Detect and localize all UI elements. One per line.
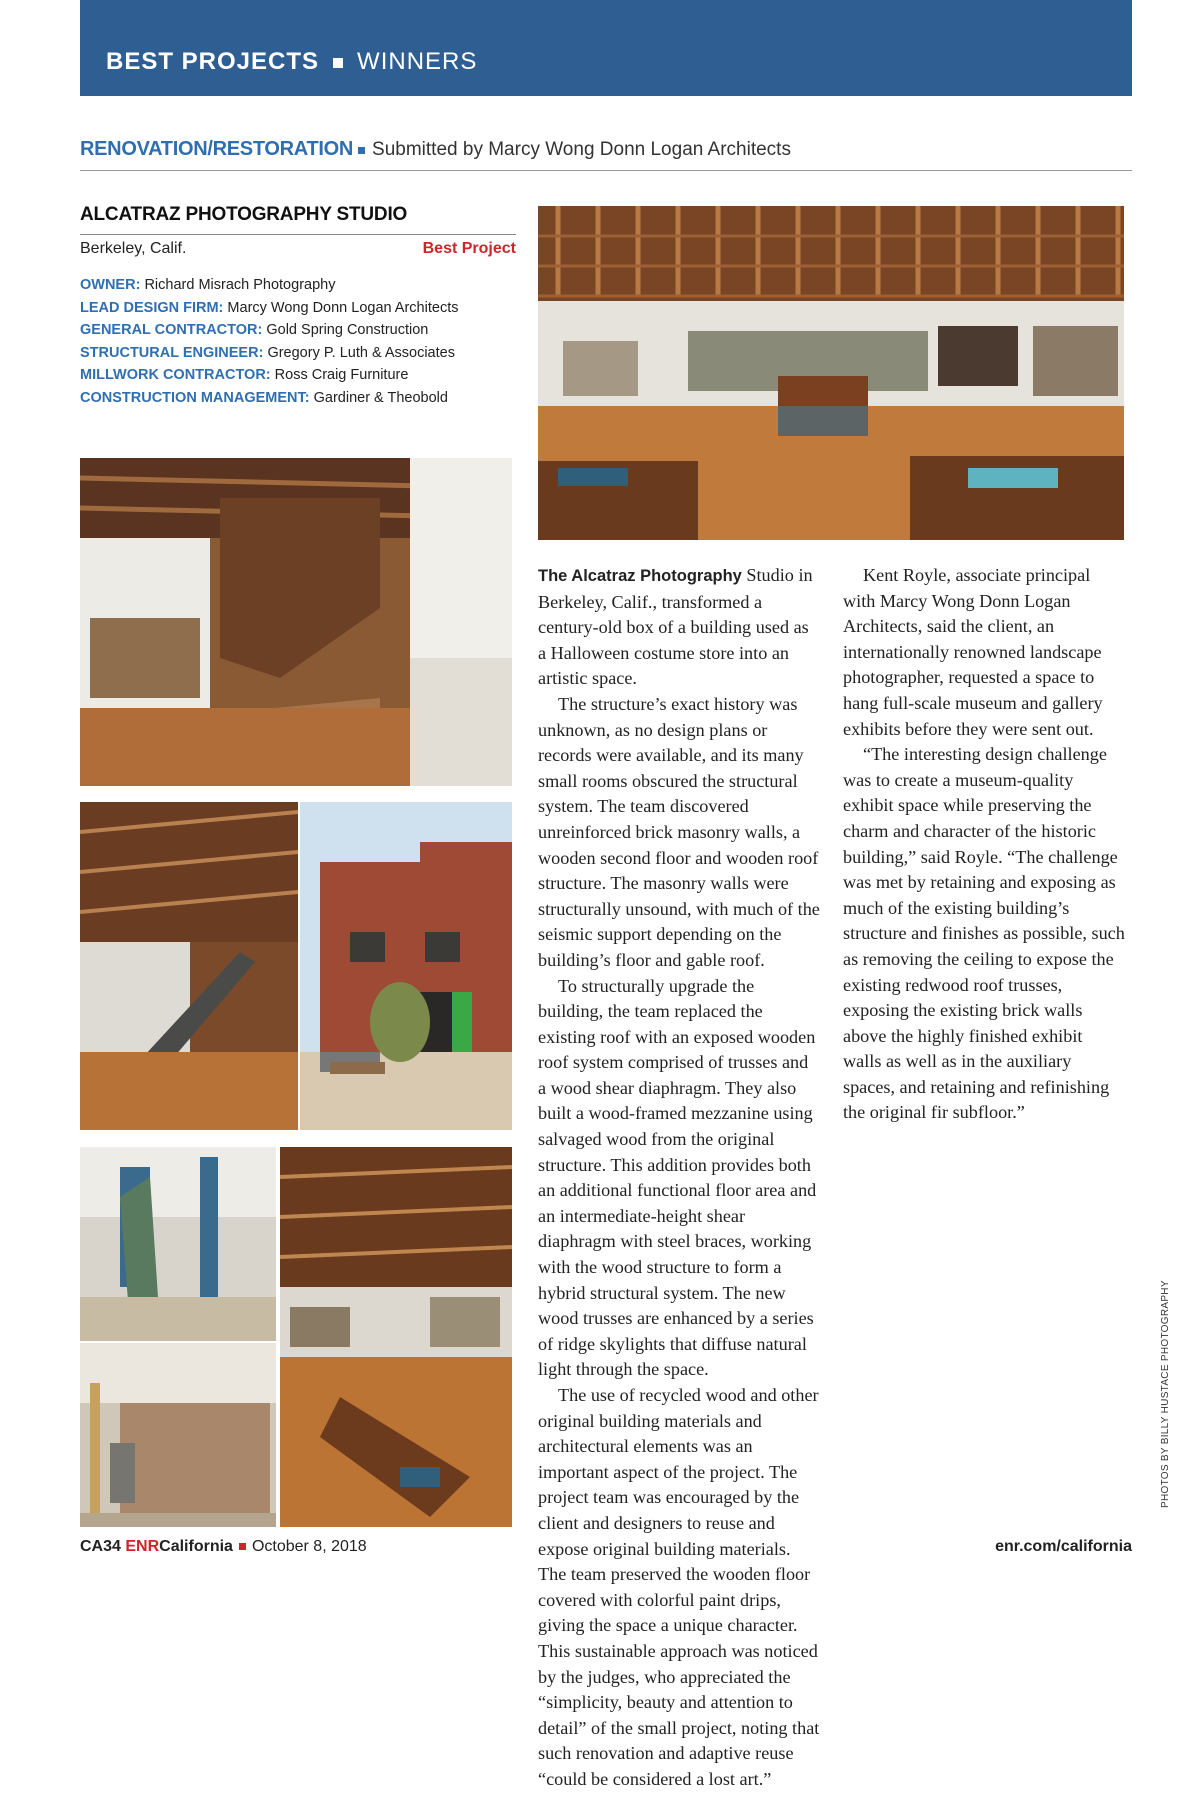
photo-interior-staircase [80,802,298,1130]
credit-role: GENERAL CONTRACTOR: [80,322,263,338]
credit-general-contractor [80,319,520,342]
credit-lead-design-firm [80,297,520,320]
photo-before-demolition [80,1343,276,1527]
footer-url[interactable]: enr.com/california [995,1538,1132,1555]
submitted-by: Submitted by Marcy Wong Donn Logan Architects [372,139,791,160]
credit-role: CONSTRUCTION MANAGEMENT: [80,389,310,406]
banner-heading [106,48,477,76]
photo-gallery-main [538,206,1124,540]
footer-folio [80,1538,367,1556]
credit-name: Ross Craig Furniture [274,367,409,383]
article-paragraph: The structure’s exact history was unknown, as no design plans or records were available, and its many small rooms obscured the structural system. The team discovered unreinforced brick masonry walls, a wooden second floor and wooden roof structure. The masonry walls were structurally unsound, with much of the seismic support depending on the building’s floor and gable roof. [538,693,820,970]
photo-stairs [80,458,512,786]
footer-separator [239,1543,246,1550]
article-paragraph: Kent Royle, associate principal with Marcy Wong Donn Logan Architects, said the client, an internationally renowned landscape photographer, requested a space to hang full-scale museum and gallery exhibits before they were sent out. [843,565,1103,739]
credit-name: Gregory P. Luth & Associates [267,344,455,361]
photo-gallery-tables [280,1147,512,1527]
credit-name: Richard Misrach Photography [144,277,336,293]
photo-brick-exterior [300,802,512,1130]
credit-owner [80,274,520,297]
publication-name: California [159,1538,233,1555]
credit-role: OWNER: [80,277,141,293]
credit-role: STRUCTURAL ENGINEER: [80,344,264,361]
category-line [80,138,1132,171]
credit-structural-engineer [80,342,520,365]
section-banner [80,0,1132,96]
category-label: RENOVATION/RESTORATION [80,138,354,160]
credit-name: Marcy Wong Donn Logan Architects [227,299,459,316]
award-badge: Best Project [422,240,516,257]
article-column-2 [843,563,1125,1126]
article-paragraph [538,563,820,692]
issue-date: October 8, 2018 [251,1538,367,1555]
category-separator [358,147,365,154]
enr-logo: ENR [125,1538,160,1555]
credit-role: LEAD DESIGN FIRM: [80,299,224,316]
article-column-1 [538,563,820,1793]
article-lead: The Alcatraz Photography [538,567,742,585]
credit-construction-management [80,387,520,410]
banner-separator [333,58,343,68]
project-credits [80,274,520,409]
banner-subtitle: WINNERS [357,48,478,75]
credit-millwork-contractor [80,364,520,387]
banner-title: BEST PROJECTS [106,48,320,75]
credit-name: Gold Spring Construction [266,322,429,338]
credit-name: Gardiner & Theobold [313,389,448,406]
article-paragraph: “The interesting design challenge was to create a museum-quality exhibit space while preserving the charm and character of the historic building,” said Royle. “The challenge was met by retaining and exposing as much of the existing building’s structure and finishes as possible, such as removing the ceiling to expose the existing redwood roof trusses, exposing the existing brick walls above the highly finished exhibit walls as well as in the auxiliary spaces, and retaining and refinishing the original fir subfloor.” [843,744,1125,1123]
project-location: Berkeley, Calif. [80,240,187,257]
credit-role: MILLWORK CONTRACTOR: [80,367,271,383]
article-paragraph: To structurally upgrade the building, the team replaced the existing roof with an exposed wooden roof system comprised of trusses and a wood shear diaphragm. They also built a wood-framed mezzanine using salvaged wood from the original structure. This addition provides both an additional functional floor area and an intermediate-height shear diaphragm with steel braces, working with the wood structure to form a hybrid structural system. The new wood trusses are enhanced by a series of ridge skylights that diffuse natural light through the space. [538,975,817,1380]
article-text: Studio in Berkeley, Calif., transformed a century-old box of a building used as a Halloween costume store into an artistic space. [538,565,813,689]
page-number: CA34 [80,1538,121,1555]
article-paragraph: The use of recycled wood and other original building materials and architectural elements was an important aspect of the project. The project team was encouraged by the client and designers to reuse and expose original building materials. The team preserved the wooden floor covered with colorful paint drips, giving the space a unique character. This sustainable approach was noticed by the judges, who appreciated the “simplicity, beauty and attention to detail” of the small project, noting that such renovation and adaptive reuse “could be considered a lost art.” [538,1385,820,1789]
photo-before-interior [80,1147,276,1341]
project-title: ALCATRAZ PHOTOGRAPHY STUDIO [80,204,516,235]
photo-credit: PHOTOS BY BILLY HUSTACE PHOTOGRAPHY [1160,1280,1171,1508]
